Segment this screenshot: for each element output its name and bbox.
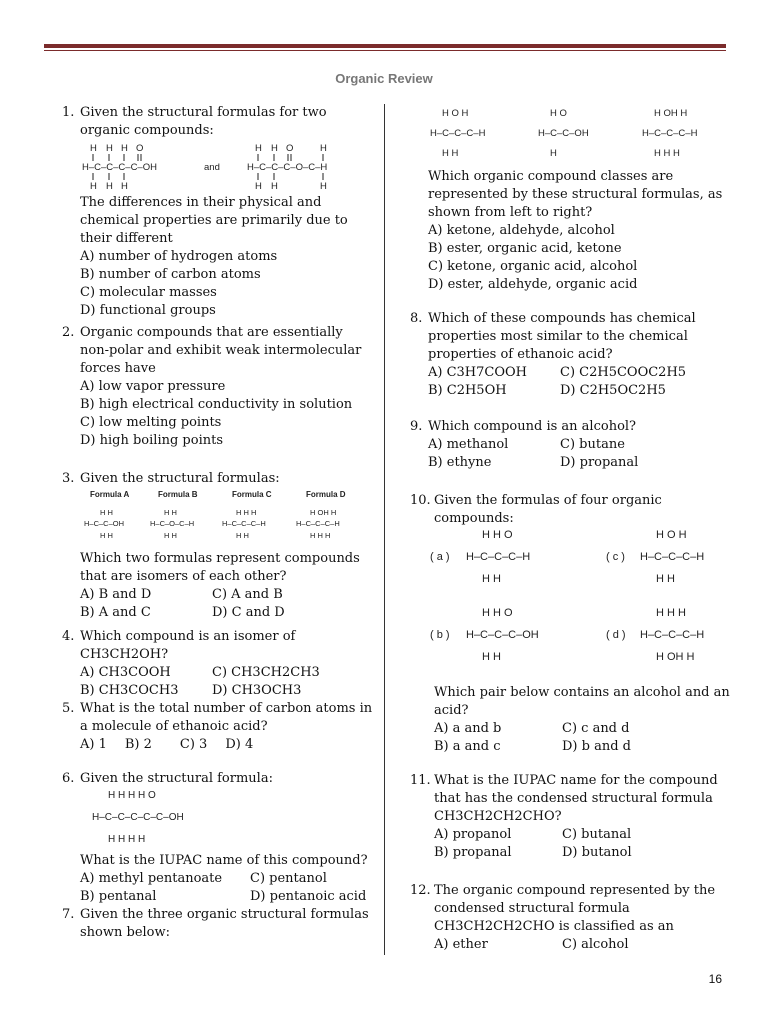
options-grid (428, 364, 740, 400)
question-4 (62, 628, 374, 700)
question-followup: The differences in their physical and chemical properties are primarily due to their different (80, 195, 348, 246)
question-stem: Given the structural formulas for two organic compounds: (80, 105, 327, 138)
svg-text:H H: H H (482, 651, 501, 663)
option-b[interactable]: B) a and c (434, 739, 501, 754)
label-c: ( c ) (606, 551, 625, 563)
option-c[interactable]: C) A and B (212, 587, 283, 602)
option-d[interactable]: D) 4 (225, 737, 254, 752)
svg-text:H–C–C–OH: H–C–C–OH (538, 128, 589, 139)
option-b[interactable]: B) ester, organic acid, ketone (428, 241, 622, 256)
options-grid (80, 870, 374, 906)
option-c[interactable]: C) alcohol (562, 937, 629, 952)
question-number: 2. (62, 325, 75, 340)
question-number: 4. (62, 629, 75, 644)
option-d[interactable]: D) C and D (212, 605, 285, 620)
header-rule-thin (44, 50, 726, 51)
label-d: ( d ) (606, 629, 626, 641)
option-b[interactable]: B) C2H5OH (428, 383, 507, 398)
question-11 (410, 772, 740, 882)
question-followup: What is the IUPAC name of this compound? (80, 853, 368, 868)
question-number: 6. (62, 771, 75, 786)
option-a[interactable]: A) methyl pentanoate (80, 871, 223, 886)
svg-text:H: H (255, 181, 262, 192)
svg-text:H: H (271, 143, 278, 154)
svg-text:H H: H H (164, 531, 177, 540)
option-b[interactable]: B) ethyne (428, 455, 492, 470)
option-d[interactable]: D) b and d (562, 739, 631, 754)
question-number: 1. (62, 105, 75, 120)
svg-text:H OH H: H OH H (656, 651, 695, 663)
formula-set-diagram (80, 488, 370, 544)
svg-text:H: H (550, 148, 557, 159)
svg-text:H: H (121, 143, 128, 154)
option-b[interactable]: B) propanal (434, 845, 512, 860)
option-a[interactable]: A) methanol (428, 437, 509, 452)
svg-text:H: H (106, 143, 113, 154)
four-formulas-diagram (430, 528, 740, 678)
question-number: 9. (410, 419, 423, 434)
option-a[interactable]: A) propanol (434, 827, 512, 842)
option-c[interactable]: C) c and d (562, 721, 630, 736)
question-7 (62, 906, 374, 942)
formula-c-label: Formula C (232, 490, 272, 499)
question-number: 7. (62, 907, 75, 922)
svg-text:H H: H H (100, 508, 113, 517)
svg-text:H–C–C–C–H: H–C–C–C–H (640, 629, 705, 641)
option-c[interactable]: C) butane (560, 437, 625, 452)
question-5 (62, 700, 374, 770)
option-d[interactable]: D) functional groups (80, 303, 216, 318)
svg-text:H H: H H (164, 508, 177, 517)
option-a[interactable]: A) ether (434, 937, 488, 952)
svg-text:H H O: H H O (482, 607, 513, 619)
svg-text:H–C–C–OH: H–C–C–OH (84, 519, 125, 528)
svg-text:H O H: H O H (656, 529, 687, 541)
three-formulas-diagram (428, 104, 738, 162)
column-divider (384, 104, 385, 955)
question-stem: Given the structural formulas: (80, 471, 280, 486)
page-title: Organic Review (335, 71, 433, 86)
question-number: 11. (410, 773, 431, 788)
svg-text:H–C–C–C–H: H–C–C–C–H (466, 551, 531, 563)
svg-text:H–C–C–C–H: H–C–C–C–H (222, 519, 266, 528)
question-12 (410, 882, 740, 954)
options-row (80, 736, 374, 754)
option-a[interactable]: A) number of hydrogen atoms (80, 249, 278, 264)
svg-text:H–C–C–C–H: H–C–C–C–H (296, 519, 340, 528)
option-c[interactable]: C) molecular masses (80, 285, 217, 300)
option-a[interactable]: A) B and D (80, 587, 152, 602)
svg-text:H H H: H H H (310, 531, 331, 540)
option-b[interactable]: B) number of carbon atoms (80, 267, 261, 282)
option-a[interactable]: A) low vapor pressure (80, 379, 226, 394)
svg-text:H H: H H (442, 148, 459, 159)
option-d[interactable]: D) C2H5OC2H5 (560, 383, 666, 398)
question-6 (62, 770, 374, 906)
structural-formulas (80, 140, 374, 194)
svg-text:H–C–C–C–C–OH: H–C–C–C–C–OH (82, 162, 157, 173)
option-c[interactable]: C) ketone, organic acid, alcohol (428, 259, 638, 274)
svg-text:H H: H H (482, 573, 501, 585)
option-d[interactable]: D) high boiling points (80, 433, 224, 448)
question-stem: Given the structural formula: (80, 771, 273, 786)
svg-text:H OH H: H OH H (654, 108, 688, 119)
svg-text:H: H (90, 143, 97, 154)
svg-text:H: H (320, 181, 327, 192)
svg-text:O: O (286, 143, 294, 154)
svg-text:H–C–C–C–OH: H–C–C–C–OH (466, 629, 539, 641)
svg-text:H: H (255, 143, 262, 154)
svg-text:H: H (320, 143, 327, 154)
left-column (62, 104, 374, 942)
svg-text:H: H (271, 181, 278, 192)
svg-text:H H H: H H H (236, 508, 257, 517)
svg-text:H H H H: H H H H (108, 834, 146, 845)
option-d[interactable]: D) butanol (562, 845, 632, 860)
svg-text:H: H (106, 181, 113, 192)
option-d[interactable]: D) CH3OCH3 (212, 683, 302, 698)
question-8 (410, 310, 740, 418)
option-b[interactable]: B) 2 (124, 737, 152, 752)
options-grid (434, 720, 740, 756)
options-grid (434, 936, 740, 954)
option-d[interactable]: D) ester, aldehyde, organic acid (428, 277, 638, 292)
question-followup: Which organic compound classes are represented by these structural formulas, as shown from left to right? (428, 169, 723, 220)
question-stem: The organic compound represented by the condensed structural formula CH3CH2CH2CHO is classified as an (434, 883, 716, 934)
question-10 (410, 492, 740, 772)
options-grid (80, 664, 374, 700)
option-b[interactable]: B) high electrical conductivity in solution (80, 397, 353, 412)
question-2 (62, 324, 374, 468)
svg-text:H H O: H H O (482, 529, 513, 541)
question-followup: Which two formulas represent compounds that are isomers of each other? (80, 551, 360, 584)
question-number: 12. (410, 883, 431, 898)
options-grid (428, 436, 740, 472)
svg-text:H–C–C–C–H: H–C–C–C–H (430, 128, 486, 139)
question-stem: Organic compounds that are essentially non-polar and exhibit weak intermolecular forces have (80, 325, 362, 376)
option-c[interactable]: C) butanal (562, 827, 632, 842)
question-3 (62, 470, 374, 620)
svg-text:H H: H H (100, 531, 113, 540)
question-stem: What is the total number of carbon atoms in a molecule of ethanoic acid? (80, 701, 373, 734)
options-grid (434, 826, 740, 862)
option-b[interactable]: B) A and C (80, 605, 151, 620)
option-a[interactable]: A) ketone, aldehyde, alcohol (428, 223, 615, 238)
formula-b-label: Formula B (158, 490, 198, 499)
formula-d-label: Formula D (306, 490, 346, 499)
question-number: 5. (62, 701, 75, 716)
question-stem: Which of these compounds has chemical properties most similar to the chemical properties of ethanoic acid? (428, 311, 696, 362)
question-stem: Given the formulas of four organic compounds: (434, 493, 662, 526)
option-b[interactable]: B) pentanal (80, 889, 157, 904)
option-c[interactable]: C) pentanol (250, 871, 327, 886)
option-c[interactable]: C) C2H5COOC2H5 (560, 365, 687, 380)
question-7-continued (428, 104, 740, 310)
svg-text:H–C–C–C–C–C–OH: H–C–C–C–C–C–OH (92, 812, 184, 823)
svg-text:H–C–C–C–H: H–C–C–C–H (642, 128, 698, 139)
page-number: 16 (708, 972, 722, 986)
question-number: 3. (62, 471, 75, 486)
question-number: 10. (410, 493, 431, 508)
and-label: and (204, 162, 220, 173)
svg-text:H–C–C–C–O–C–H: H–C–C–C–O–C–H (247, 162, 328, 173)
option-d[interactable]: D) propanal (560, 455, 639, 470)
right-column (410, 104, 740, 954)
svg-text:H–C–C–C–H: H–C–C–C–H (640, 551, 705, 563)
option-c[interactable]: C) 3 (179, 737, 208, 752)
svg-text:H: H (121, 181, 128, 192)
svg-text:H H H: H H H (656, 607, 686, 619)
option-a[interactable]: A) C3H7COOH (428, 365, 528, 380)
svg-text:H H H: H H H (654, 148, 680, 159)
question-number: 8. (410, 311, 423, 326)
svg-text:H O: H O (550, 108, 567, 119)
svg-text:H H: H H (656, 573, 675, 585)
options-grid (80, 586, 374, 622)
svg-text:H: H (90, 181, 97, 192)
option-b[interactable]: B) CH3COCH3 (80, 683, 179, 698)
question-stem: Which compound is an alcohol? (428, 419, 637, 434)
svg-text:H–C–O–C–H: H–C–O–C–H (150, 519, 195, 528)
option-c[interactable]: C) CH3CH2CH3 (212, 665, 320, 680)
molecule-diagram (80, 140, 380, 194)
svg-text:O: O (136, 143, 144, 154)
question-followup: Which pair below contains an alcohol and an acid? (434, 685, 730, 718)
label-b: ( b ) (430, 629, 450, 641)
question-1 (62, 104, 374, 318)
option-a[interactable]: A) 1 (80, 737, 107, 752)
question-stem: Given the three organic structural formulas shown below: (80, 907, 369, 940)
label-a: ( a ) (430, 551, 450, 563)
option-a[interactable]: A) a and b (434, 721, 502, 736)
question-stem: Which compound is an isomer of CH3CH2OH? (80, 629, 296, 662)
molecule-diagram (80, 788, 280, 846)
option-c[interactable]: C) low melting points (80, 415, 222, 430)
option-a[interactable]: A) CH3COOH (80, 665, 171, 680)
header-rule-thick (44, 44, 726, 48)
svg-text:H H H H O: H H H H O (108, 790, 156, 801)
svg-text:H O H: H O H (442, 108, 469, 119)
question-9 (410, 418, 740, 492)
svg-text:H H: H H (236, 531, 249, 540)
question-stem: What is the IUPAC name for the compound that has the condensed structural formula CH3CH2CH2CHO? (434, 773, 718, 824)
formula-a-label: Formula A (90, 490, 130, 499)
option-d[interactable]: D) pentanoic acid (250, 889, 367, 904)
svg-text:H OH H: H OH H (310, 508, 337, 517)
